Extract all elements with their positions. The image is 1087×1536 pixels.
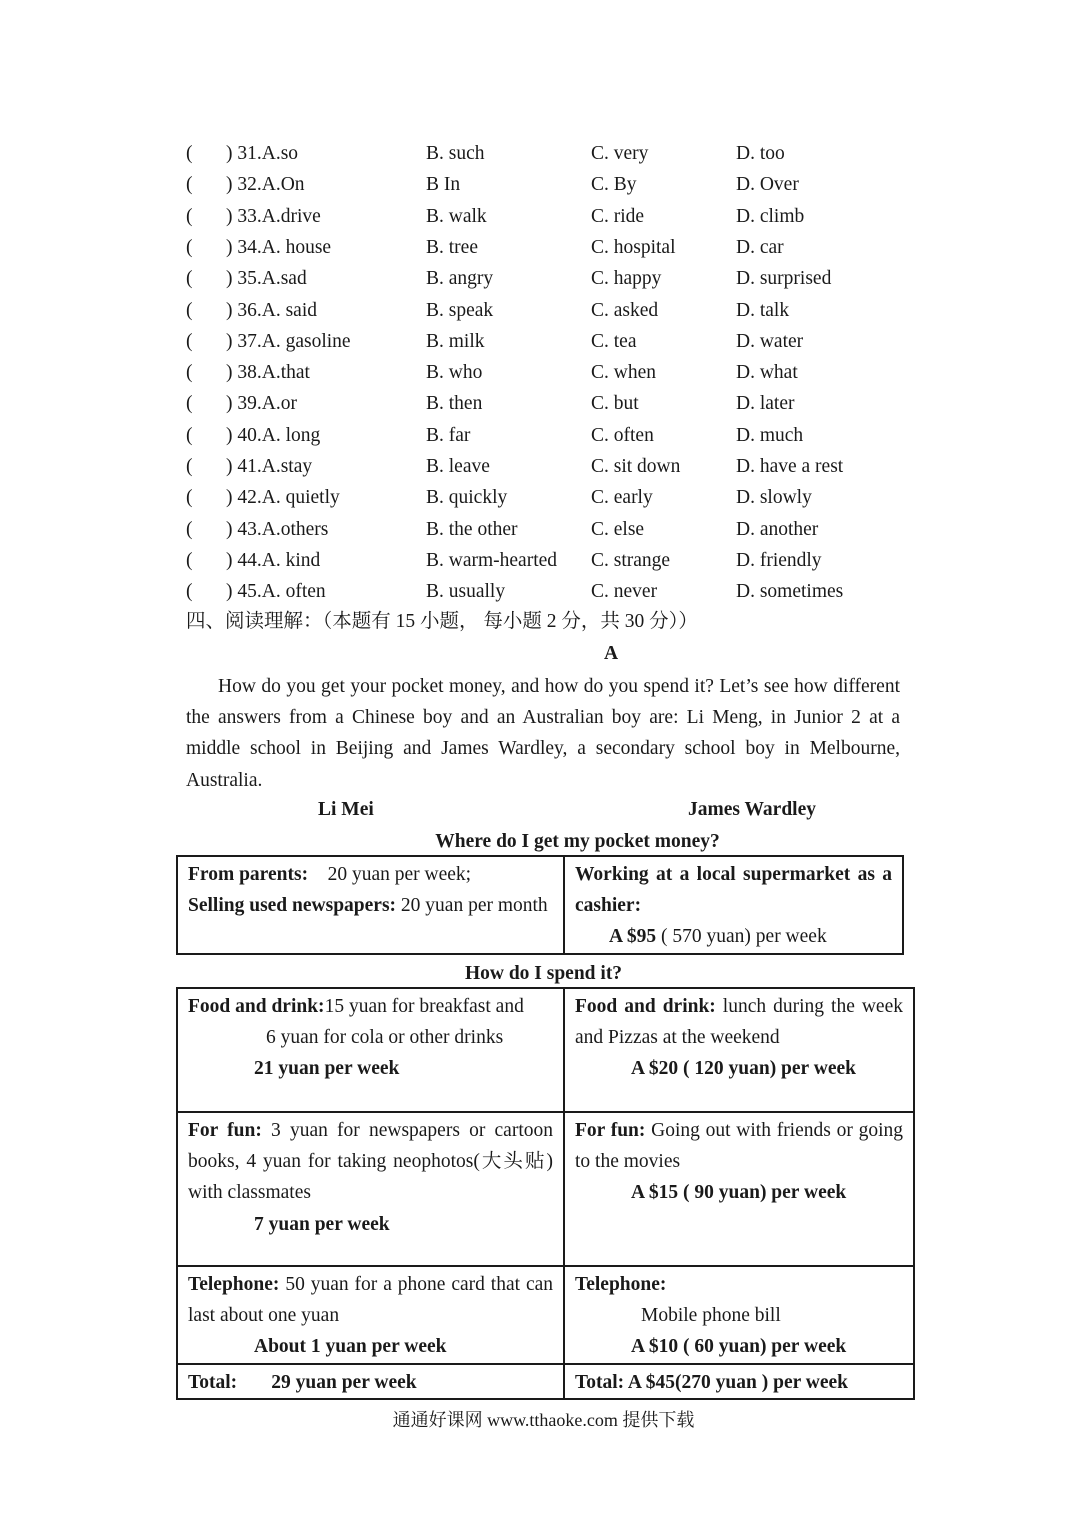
option-d: D. surprised [736,268,832,290]
answer-paren: ( [186,205,193,227]
answer-paren: ( [186,299,193,321]
food-text2-left: 6 yuan for cola or other drinks [266,1027,504,1049]
amount-prefix: A $ [609,926,637,948]
name-left: Li Mei [318,799,374,820]
option-a: ) 39.A.or [226,393,297,415]
option-a: ) 35.A.sad [226,268,307,290]
option-c: C. sit down [591,456,681,477]
phone-li [177,1266,564,1364]
food-text-right: lunch during the week and Pizzas at the weekend [575,996,903,1049]
option-b: B. leave [426,456,490,477]
fun-label-left: For fun: [188,1120,262,1141]
option-c: C. early [591,487,653,509]
option-d: D. car [736,236,784,258]
table-row [177,1266,914,1364]
table-row [177,1364,914,1399]
option-a: ) 43.A.others [226,518,329,540]
option-b: B. then [426,393,483,415]
option-a: ) 33.A.drive [226,205,321,227]
answer-paren: ( [186,236,193,258]
option-a: ) 40.A. long [226,424,321,446]
food-label-left: Food and drink: [188,996,325,1017]
total-li [177,1364,564,1399]
selling-label: Selling used newspapers: [188,895,397,917]
option-a: ) 42.A. quietly [226,487,340,509]
option-c: C. strange [591,549,671,571]
total-value-left: 29 yuan per week [271,1371,417,1393]
answer-paren: ( [186,393,193,415]
option-b: B. the other [426,518,518,540]
option-c: C. By [591,174,637,196]
answer-paren: ( [186,268,193,290]
from-parents-value: 20 yuan per week; [327,864,472,885]
answer-paren: ( [186,174,193,196]
amount-rest: ( 570 yuan) per week [661,926,827,948]
table-row [177,856,903,954]
fun-total-right: A $15 ( 90 yuan) per week [631,1182,847,1204]
option-d: D. have a rest [736,456,844,477]
table2-heading: How do I spend it? [464,963,623,984]
table-row [177,988,914,1112]
option-d: D. water [736,330,804,352]
option-d: D. another [736,518,819,540]
option-a: ) 45.A. often [226,581,326,603]
section-title: 四、阅读理解：（本题有 15 小题， 每小题 2 分，共 30 分）） [186,611,698,632]
option-b: B. usually [426,581,506,603]
answer-paren: ( [186,362,193,384]
option-d: D. talk [736,299,790,321]
option-a: ) 31.A.so [226,143,299,164]
option-c: C. very [591,143,649,164]
footer: 通通好课网 www.tthaoke.com 提供下载 [392,1410,695,1430]
phone-label-left: Telephone: [188,1274,280,1295]
answer-paren: ( [186,518,193,540]
option-c: C. tea [591,330,637,352]
option-b: B. speak [426,299,494,321]
passage-label: A [603,643,619,664]
option-d: D. sometimes [736,581,844,603]
fun-text-left: 3 yuan for newspapers or cartoon books, 4 yuan for taking neophotos(大头贴) with classmates [188,1120,553,1204]
spending-table [176,987,915,1400]
food-total-right: A $20 ( 120 yuan) per week [631,1058,856,1080]
option-b: B. angry [426,268,494,290]
selling-value: 20 yuan per month [400,895,548,917]
answer-paren: ( [186,549,193,571]
phone-total-left: About 1 yuan per week [254,1336,447,1358]
option-d: D. Over [736,174,799,196]
food-text1-left: 15 yuan for breakfast and [324,996,524,1017]
answer-paren: ( [186,424,193,446]
option-b: B. far [426,424,471,446]
working-label: Working at a local supermarket as a cashier: [575,864,892,917]
option-c: C. often [591,424,654,446]
answer-paren: ( [186,330,193,352]
table1-heading: Where do I get my pocket money? [435,831,720,852]
option-d: D. slowly [736,487,812,509]
amount-value: 95 [636,926,657,948]
intro-text: How do you get your pocket money, and how do you spend it? Let’s see how different the answers from a Chinese boy and an Australian boy are: Li Meng, in Junior 2 at a middle school in Beijing and James Wardley, a secondary school boy in Melbourne, Australia. [186,676,900,791]
option-c: C. asked [591,299,659,321]
fun-total-left: 7 yuan per week [254,1213,390,1235]
phone-james [564,1266,914,1364]
option-d: D. too [736,143,785,164]
answer-paren: ( [186,487,193,509]
option-b: B. walk [426,205,487,227]
option-b: B. quickly [426,487,508,509]
option-d: D. friendly [736,549,822,571]
table-row [177,1112,914,1266]
option-c: C. never [591,581,658,603]
option-d: D. later [736,393,795,415]
option-b: B. warm-hearted [426,549,558,571]
option-d: D. much [736,424,804,446]
food-label-right: Food and drink: [575,996,716,1017]
name-right: James Wardley [688,799,817,820]
option-d: D. what [736,362,798,384]
option-a: ) 41.A.stay [226,456,313,477]
total-label-left: Total: [188,1371,238,1393]
option-a: ) 36.A. said [226,299,317,321]
income-table [176,855,904,955]
fun-li [177,1112,564,1266]
phone-text-right: Mobile phone bill [641,1305,781,1327]
food-total-left: 21 yuan per week [254,1058,400,1080]
phone-label-right: Telephone: [575,1274,667,1295]
option-a: ) 34.A. house [226,236,332,258]
option-a: ) 38.A.that [226,362,310,384]
income-li [177,856,564,954]
option-b: B. milk [426,330,485,352]
income-james [564,856,903,954]
fun-text-right: Going out with friends or going to the movies [575,1120,903,1173]
option-b: B. tree [426,236,478,258]
option-c: C. but [591,393,639,415]
option-a: ) 32.A.On [226,174,305,196]
option-d: D. climb [736,205,805,227]
fun-james [564,1112,914,1266]
food-james [564,988,914,1112]
fun-label-right: For fun: [575,1120,646,1141]
option-c: C. happy [591,268,662,290]
intro-paragraph [186,671,900,796]
answer-paren: ( [186,143,193,164]
option-c: C. else [591,518,645,540]
option-c: C. hospital [591,236,676,258]
option-b: B. who [426,362,483,384]
option-a: ) 37.A. gasoline [226,330,351,352]
from-parents-label: From parents: [188,864,309,885]
phone-total-right: A $10 ( 60 yuan) per week [631,1336,847,1358]
option-c: C. ride [591,205,645,227]
answer-paren: ( [186,581,193,603]
total-james: Total: A $45(270 yuan ) per week [564,1364,914,1399]
phone-text-left: 50 yuan for a phone card that can last about one yuan [188,1274,554,1327]
food-li [177,988,564,1112]
option-a: ) 44.A. kind [226,549,321,571]
option-b: B. such [426,143,485,164]
answer-paren: ( [186,456,193,477]
option-c: C. when [591,362,656,384]
option-b: B In [426,174,461,196]
